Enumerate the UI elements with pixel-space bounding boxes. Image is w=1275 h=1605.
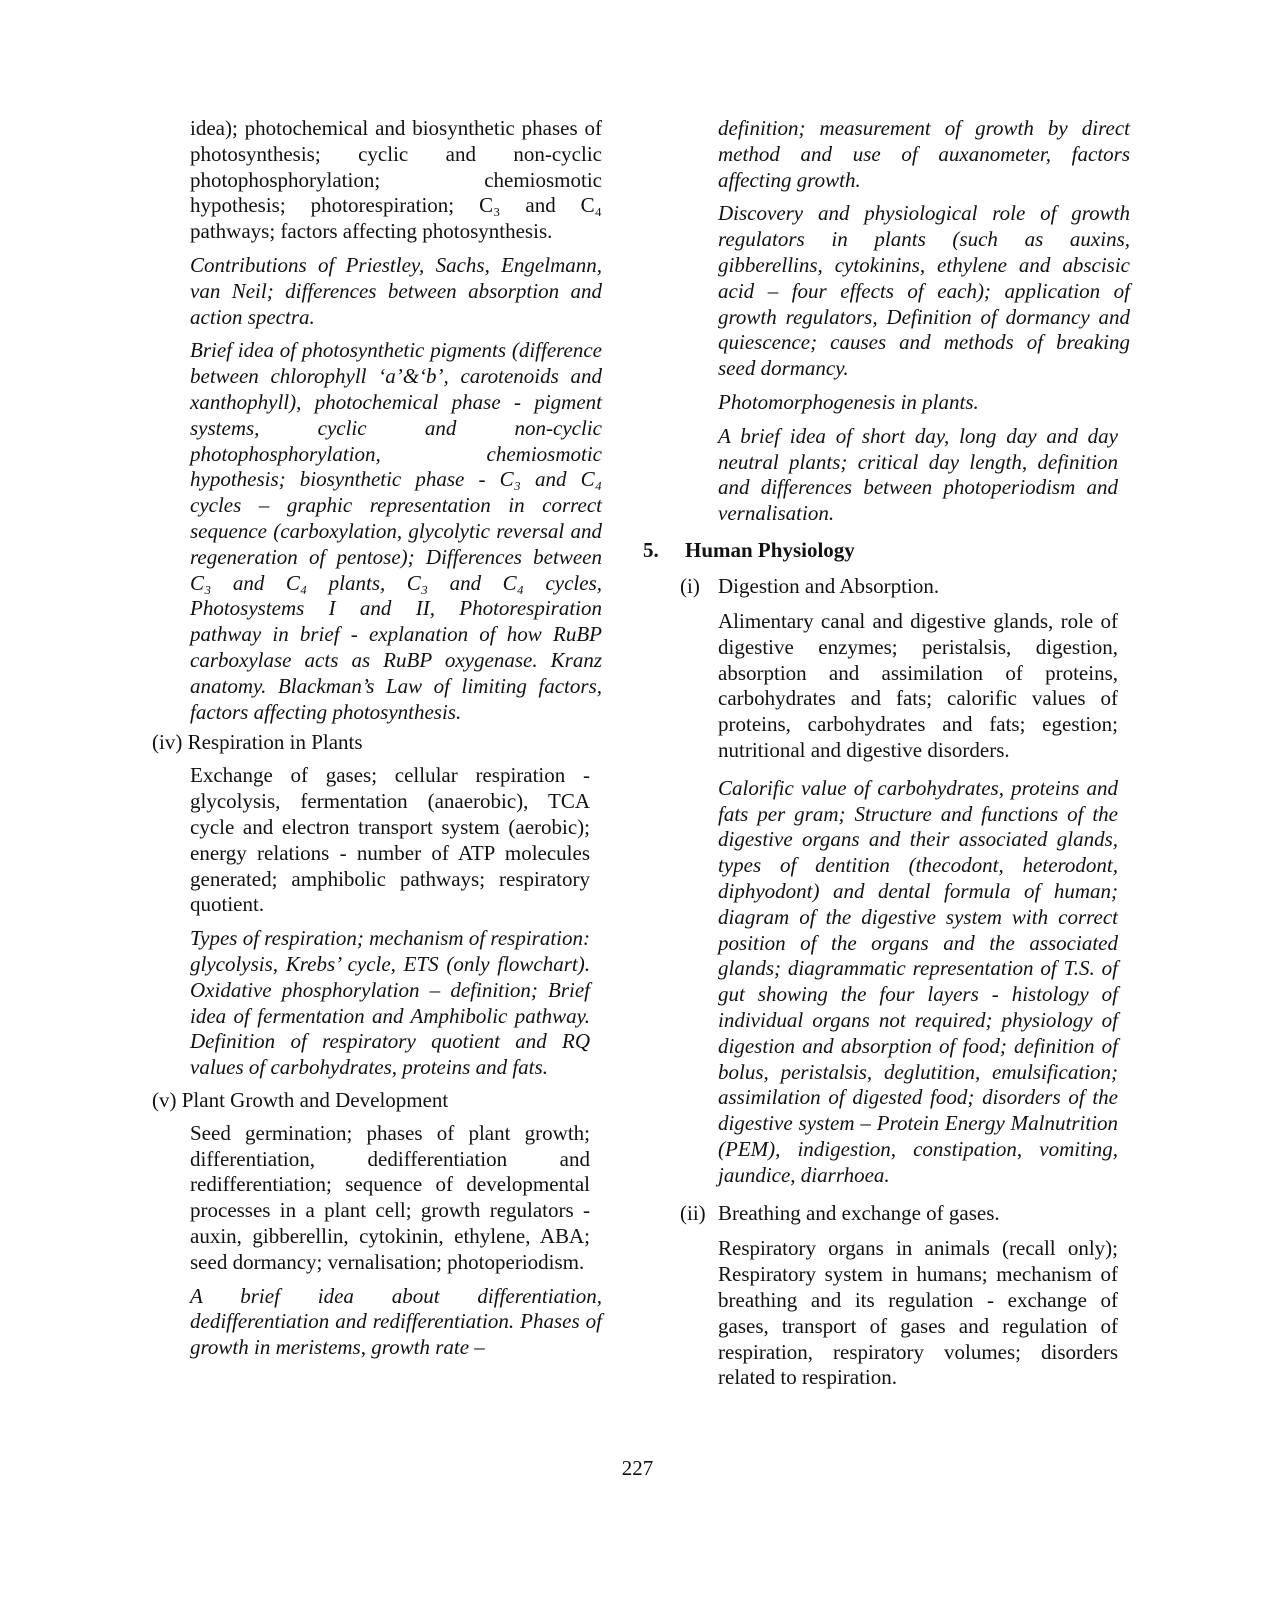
section-title: Human Physiology [685, 537, 855, 562]
subheading-digestion-number: (i) [680, 573, 700, 598]
subheading-plant-growth: (v) Plant Growth and Development [152, 1087, 449, 1112]
left-column [152, 116, 602, 1361]
subheading-digestion [680, 573, 1130, 599]
right-paragraph-6: Calorific value of carbohydrates, proteins and fats per gram; Structure and functions of the digestive organs and their associated glands, types of dentition (thecodont, heterodont, diphyodont) and dental formula of human; diagram of the digestive system with correct position of the organs and the associated glands; diagrammatic representation of T.S. of gut showing the four layers - histology of individual organs not required; physiology of digestion and absorption of food; definition of bolus, peristalsis, deglutition, emulsification; assimilation of digested food; disorders of the digestive system – Protein Energy Malnutrition (PEM), indigestion, constipation, vomiting, jaundice, diarrhoea. [718, 775, 1118, 1187]
right-paragraph-2: Discovery and physiological role of growth regulators in plants (such as auxins, gibberellins, cytokinins, ethylene and abscisic acid – four effects of each); application of growth regulators, Definition of dormancy and quiescence; causes and methods of breaking seed dormancy. [718, 201, 1130, 381]
subheading-breathing-number: (ii) [680, 1201, 706, 1226]
subheading-respiration-in-plants: (iv) Respiration in Plants [152, 730, 363, 755]
right-paragraph-1: definition; measurement of growth by direct method and use of auxanometer, factors affecting growth. [718, 116, 1130, 192]
section-number: 5. [643, 537, 659, 562]
right-paragraph-5: Alimentary canal and digestive glands, role of digestive enzymes; peristalsis, digestion, absorption and assimilation of proteins, carbohydrates and fats; calorific values of proteins, carbohydrates and fats; egestion; nutritional and digestive disorders. [718, 608, 1118, 762]
right-paragraph-3: Photomorphogenesis in plants. [718, 389, 979, 414]
left-paragraph-3: Brief idea of photosynthetic pigments (difference between chlorophyll ‘a’&‘b’, carotenoids and xanthophyll), photochemical phase - pigment systems, cyclic and non-cyclic photophosphorylation, chemiosmotic hypothesis; biosynthetic phase - C₃ and C₄ cycles – graphic representation in correct sequence (carboxylation, glycolytic reversal and regeneration of pentose); Differences between C₃ and C₄ plants, C₃ and C₄ cycles, Photosystems I and II, Photorespiration pathway in brief - explanation of how RuBP carboxylase acts as RuBP oxygenase. Kranz anatomy. Blackman’s Law of limiting factors, factors affecting photosynthesis. [190, 338, 602, 724]
right-column [643, 116, 1130, 1391]
left-paragraph-6: Seed germination; phases of plant growth; differentiation, dedifferentiation and redifferentiation; sequence of developmental processes in a plant cell; growth regulators - auxin, gibberellin, cytokinin, ethylene, ABA; seed dormancy; vernalisation; photoperiodism. [190, 1120, 590, 1274]
right-paragraph-7: Respiratory organs in animals (recall only); Respiratory system in humans; mechanism of breathing and its regulation - exchange of gases, transport of gases and regulation of respiration, respiratory volumes; disorders related to respiration. [718, 1236, 1118, 1390]
left-paragraph-5: Types of respiration; mechanism of respiration: glycolysis, Krebs’ cycle, ETS (only flowchart). Oxidative phosphorylation – definition; Brief idea of fermentation and Amphibolic pathway. Definition of respiratory quotient and RQ values of carbohydrates, proteins and fats. [190, 926, 590, 1080]
right-paragraph-4: A brief idea of short day, long day and day neutral plants; critical day length, definition and differences between photoperiodism and vernalisation. [718, 423, 1118, 526]
left-paragraph-4: Exchange of gases; cellular respiration - glycolysis, fermentation (anaerobic), TCA cycle and electron transport system (aerobic); energy relations - number of ATP molecules generated; amphibolic pathways; respiratory quotient. [190, 763, 590, 917]
subheading-digestion-label: Digestion and Absorption. [718, 573, 940, 598]
page-number: 227 [621, 1456, 654, 1480]
section-heading-human-physiology [643, 537, 1130, 563]
subheading-breathing-label: Breathing and exchange of gases. [718, 1201, 1000, 1226]
left-paragraph-7: A brief idea about differentiation, dedifferentiation and redifferentiation. Phases of growth in meristems, growth rate – [190, 1283, 602, 1360]
subheading-breathing [680, 1200, 1130, 1226]
left-paragraph-1: idea); photochemical and biosynthetic phases of photosynthesis; cyclic and non-cyclic photophosphorylation; chemiosmotic hypothesis; photorespiration; C₃ and C₄ pathways; factors affecting photosynthesis. [190, 116, 602, 244]
left-paragraph-2: Contributions of Priestley, Sachs, Engelmann, van Neil; differences between absorption and action spectra. [190, 252, 602, 329]
